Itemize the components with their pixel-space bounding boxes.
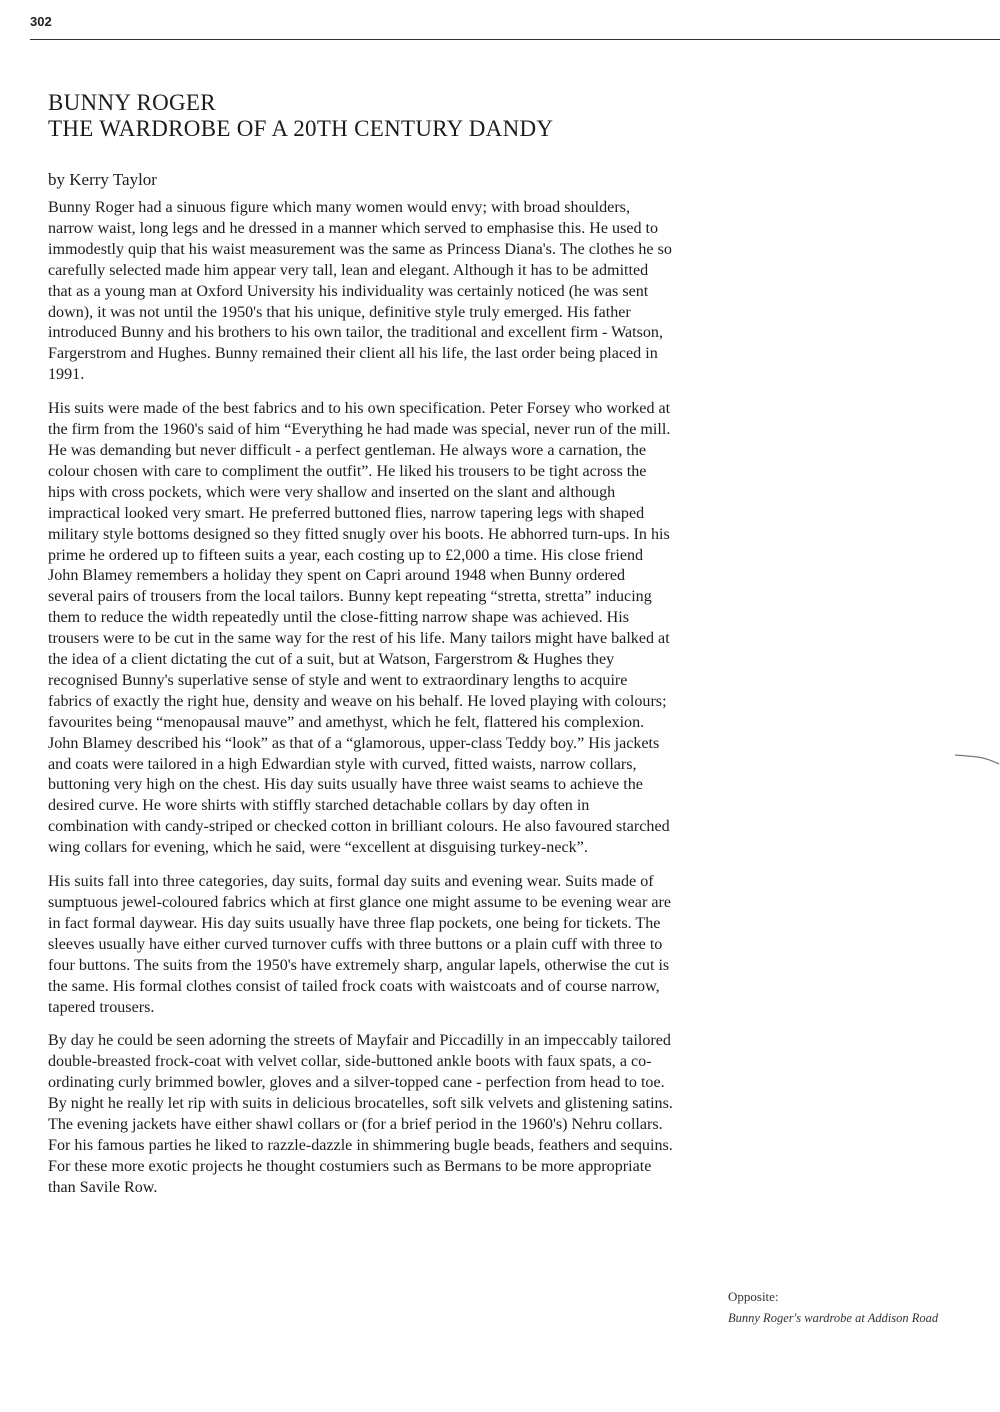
paragraph-4: By day he could be seen adorning the streets of Mayfair and Piccadilly in an impeccably tailored double-breasted frock-coat with velvet collar, side-buttoned ankle boots with faux spats, a co-ordinating curly brimmed bowler, gloves and a silver-topped cane - perfection from head to toe. By night he really let rip with suits in delicious brocatelles, soft silk velvets and glistening satins. The evening jackets have either shawl collars or (for a brief period in the 1960's) Nehru collars. For his famous parties he liked to razzle-dazzle in shimmering bugle beads, feathers and sequins. For these more exotic projects he thought costumiers such as Bermans to be more appropriate than Savile Row. [48,1032,673,1196]
header-rule [30,39,1000,40]
title-line-1: BUNNY ROGER [48,90,216,115]
article-body [48,198,673,1212]
title-line-2: THE WARDROBE OF A 20TH CENTURY DANDY [48,116,554,141]
photo-caption [728,1289,988,1326]
caption-label: Opposite: [728,1289,779,1304]
caption-text: Bunny Roger's wardrobe at Addison Road [728,1311,939,1325]
paragraph-1: Bunny Roger had a sinuous figure which many women would envy; with broad shoulders, narrow waist, long legs and he dressed in a manner which served to emphasise this. He used to immodestly quip that his waist measurement was the same as Princess Diana's. The clothes he so carefully selected made him appear very tall, lean and elegant. Although it has to be admitted that as a young man at Oxford University his individuality was certainly noticed (he was sent down), it was not until the 1950's that his unique, definitive style truly emerged. His father introduced Bunny and his brothers to his own tailor, the traditional and excellent firm - Watson, Fargerstrom and Hughes. Bunny remained their client all his life, the last order being placed in 1991. [48,199,672,384]
byline: by Kerry Taylor [48,170,157,189]
paragraph-2: His suits were made of the best fabrics and to his own specification. Peter Forsey who worked at the firm from the 1960's said of him “Everything he had made was special, never run of the mill. He was demanding but never difficult - a perfect gentleman. He always wore a carnation, the colour chosen with care to compliment the outfit”. He liked his trousers to be tight across the hips with cross pockets, which were very shallow and inserted on the slant and although impractical looked very smart. He preferred buttoned flies, narrow tapering legs with shaped military style bottoms designed so they fitted snugly over his boots. He abhorred turn-ups. In his prime he ordered up to fifteen suits a year, each costing up to £2,000 a time. His close friend John Blamey remembers a holiday they spent on Capri around 1948 when Bunny ordered several pairs of trousers from the local tailors. Bunny kept repeating “stretta, stretta” inducing them to reduce the width repeatedly until the close-fitting narrow shape was achieved. His trousers were to be cut in the same way for the rest of his life. Many tailors might have balked at the idea of a client dictating the cut of a suit, but at Watson, Fargerstrom & Hughes they recognised Bunny's superlative sense of style and went to extraordinary lengths to acquire fabrics of exactly the right hue, density and weave on his behalf. He loved playing with colours; favourites being “menopausal mauve” and amethyst, which he felt, flattered his complexion. John Blamey described his “look” as that of a “glamorous, upper-class Teddy boy.” His jackets and coats were tailored in a high Edwardian style with curved, fitted waists, narrow collars, buttoning very high on the chest. His day suits usually have three waist seams to achieve the desired curve. He wore shirts with stiffly starched detachable collars by day often in combination with candy-striped or checked cotton in brilliant colours. He also favoured starched wing collars for evening, which he said, were “excellent at disguising turkey-neck”. [48,400,671,857]
margin-scan-mark [953,751,1000,765]
page-number: 302 [30,14,52,29]
paragraph-3: His suits fall into three categories, day suits, formal day suits and evening wear. Suits made of sumptuous jewel-coloured fabrics which at first glance one might assume to be evening wear are in fact formal daywear. His day suits usually have three flap pockets, one being for tickets. The sleeves usually have either curved turnover cuffs with three buttons or a plain cuff with three to four buttons. The suits from the 1950's have extremely sharp, angular lapels, otherwise the cut is the same. His formal clothes consist of tailed frock coats with waistcoats and of course narrow, tapered trousers. [48,873,671,1016]
article-title [48,90,748,142]
